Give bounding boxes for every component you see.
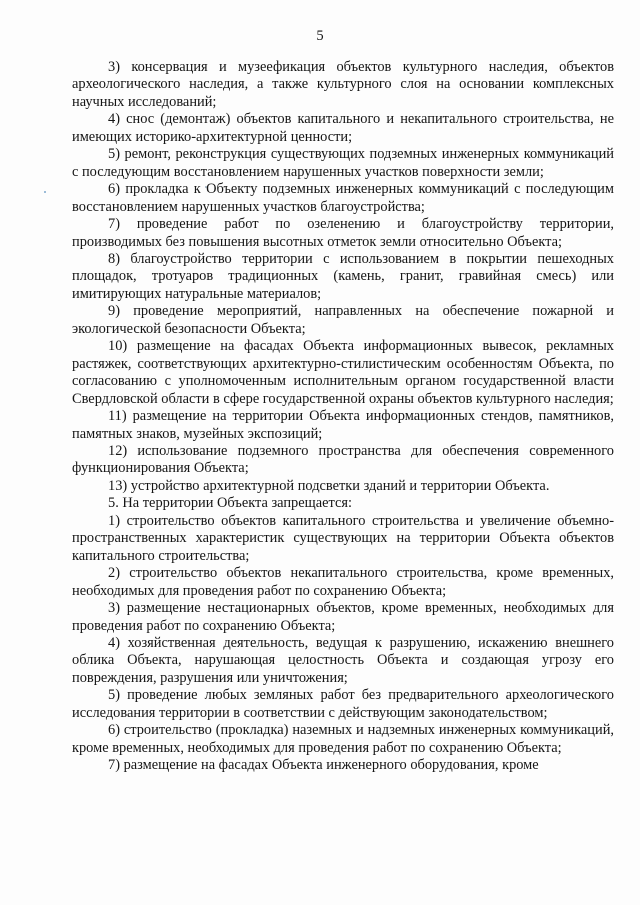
document-body	[72, 59, 614, 775]
paragraph: 5) ремонт, реконструкция существующих подземных инженерных коммуникаций с последующим восстановлением нарушенных участков поверхности земли;	[72, 146, 614, 180]
paragraph: 4) хозяйственная деятельность, ведущая к разрушению, искажению внешнего облика Объекта, нарушающая целостность Объекта и создающая угрозу его повреждения, разрушения или уничтожения;	[72, 634, 614, 686]
section-heading: 5. На территории Объекта запрещается:	[108, 495, 352, 512]
paragraph: 5) проведение любых земляных работ без предварительного археологического исследования территории в соответствии с действующим законодательством;	[72, 687, 614, 721]
paragraph: 6) строительство (прокладка) наземных и надземных инженерных коммуникаций, кроме временных, необходимых для проведения работ по сохранению Объекта;	[72, 722, 614, 756]
scan-speck	[44, 191, 46, 193]
paragraph: 13) устройство архитектурной подсветки зданий и территории Объекта.	[108, 477, 550, 494]
paragraph: 3) размещение нестационарных объектов, кроме временных, необходимых для проведения работ по сохранению Объекта;	[72, 600, 614, 634]
paragraph: 11) размещение на территории Объекта информационных стендов, памятников, памятных знаков, музейных экспозиций;	[72, 408, 614, 442]
paragraph: 7) размещение на фасадах Объекта инженерного оборудования, кроме	[108, 757, 539, 774]
paragraph: 4) снос (демонтаж) объектов капитального и некапитального строительства, не имеющих историко-архитектурной ценности;	[72, 111, 614, 145]
paragraph: 8) благоустройство территории с использованием в покрытии пешеходных площадок, тротуаров традиционных (камень, гранит, гравийная смесь) или имитирующих натуральные материалов;	[72, 250, 614, 302]
paragraph: 2) строительство объектов некапитального строительства, кроме временных, необходимых для проведения работ по сохранению Объекта;	[72, 565, 614, 599]
paragraph: 6) прокладка к Объекту подземных инженерных коммуникаций с последующим восстановлением нарушенных участков благоустройства;	[72, 181, 614, 215]
paragraph: 1) строительство объектов капитального строительства и увеличение объемно-пространственных характеристик существующих на территории Объекта объектов капитального строительства;	[72, 512, 614, 564]
paragraph: 10) размещение на фасадах Объекта информационных вывесок, рекламных растяжек, соответствующих архитектурно-стилистическим особенностям Объекта, по согласованию с уполномоченным исполнительным органом государственной власти Свердловской области в сфере государственной охраны объектов культурного наследия;	[72, 338, 614, 407]
paragraph: 7) проведение работ по озеленению и благоустройству территории, производимых без повышения высотных отметок земли относительно Объекта;	[72, 216, 614, 250]
paragraph: 12) использование подземного пространства для обеспечения современного функционирования Объекта;	[72, 442, 614, 477]
paragraph: 9) проведение мероприятий, направленных на обеспечение пожарной и экологической безопасности Объекта;	[72, 303, 614, 337]
page-number: 5	[316, 28, 324, 44]
paragraph: 3) консервация и музеефикация объектов культурного наследия, объектов археологического наследия, а также культурного слоя на основании комплексных научных исследований;	[72, 59, 614, 110]
